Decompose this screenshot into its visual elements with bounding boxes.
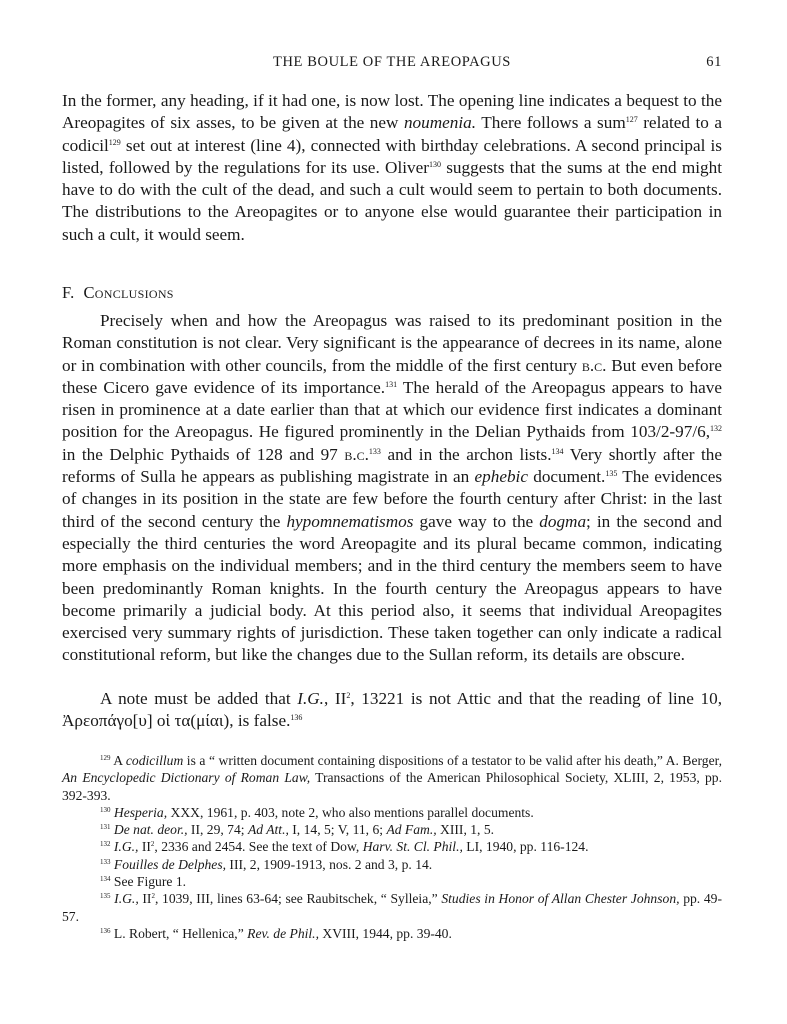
footnote-ref-133[interactable]: 133 — [368, 446, 381, 456]
footnote-ref-131[interactable]: 131 — [385, 379, 398, 389]
footnote-132: $^{132}$ I.G., $II^2$, 2336 and 2454. See the text of Dow, Harv. St. Cl. Phil., LI, 1940, pp. 116-124. — [100, 839, 589, 855]
paragraph-conclusions: Precisely when and how the Areopagus was raised to its predominant position in the Roman constitution is not clear. Very significant is the appearance of decrees in its name, alone or in combination with other councils, from the middle of the first century b.c. But even before these Cicero gave evidence of its importance.$^{131}$ The herald of the Areopagus appears to have risen in prominence at a date earlier than that at which our evidence first indicates a dominant position for the Areopagus. He figured prominently in the Delian Pythaids from 103/2-97/6,$^{132}$ in the Delphic Pythaids of 128 and 97 b.c.$^{133}$ and in the archon lists.$^{134}$ Very shortly after the reforms of Sulla he appears as publishing magistrate in an ephebic document.$^{135}$ The evidences of changes in its position in the state are few before the fourth century after Christ: in the last third of the second century the hypomnematismos gave way to the dogma; in the second and especially the third centuries the word Areopagite and its plural became common, indicating more emphasis on the individual members; and in the third century the members seem to have been predominantly Roman knights. In the fourth century the Areopagus appears to have become primarily a judicial body. At this period also, it seems that individual Areopagites exercised very summary rights of jurisdiction. These taken together can only indicate a radical constitutional reform, but like the changes due to the Sullan reform, its details are obscure. — [62, 311, 723, 665]
footnotes — [62, 752, 722, 942]
footnote-ref-135[interactable]: 135 — [605, 469, 618, 479]
section-heading: F. Conclusions — [62, 283, 174, 302]
footnote-131: $^{131}$ De nat. deor., II, 29, 74; Ad Att., I, 14, 5; V, 11, 6; Ad Fam., XIII, 1, 5. — [100, 822, 495, 838]
paragraph-intro: In the former, any heading, if it had one, is now lost. The opening line indicates a bequest to the Areopagites of six asses, to be given at the new noumenia. There follows a sum$^{127}$ related to a codicil$^{129}$ set out at interest (line 4), connected with birthday celebrations. A second principal is listed, followed by the regulations for its use. Oliver$^{130}$ suggests that the sums at the end might have to do with the cult of the dead, and such a cult would seem to pertain to both documents. The distributions to the Areopagites or to anyone else would guarantee their participation in such a cult, it would seem. — [62, 91, 722, 244]
paragraph-note: A note must be added that I.G., $II^2$, 13221 is not Attic and that the reading of line 10, Ἀρεοπάγο[υ] οἱ τα(μίαι), is false.$^{136}$ — [62, 689, 723, 731]
footnote-133: $^{133}$ Fouilles de Delphes, III, 2, 1909-1913, nos. 2 and 3, p. 14. — [100, 856, 433, 872]
footnote-ref-130[interactable]: 130 — [428, 159, 441, 169]
footnote-ref-134[interactable]: 134 — [551, 446, 564, 456]
footnote-136: $^{136}$ L. Robert, “ Hellenica,” Rev. de Phil., XVIII, 1944, pp. 39-40. — [100, 925, 452, 941]
footnote-134: $^{134}$ See Figure 1. — [100, 874, 187, 890]
running-header — [62, 54, 722, 74]
footnote-ref-136[interactable]: 136 — [290, 713, 303, 723]
greek-reading: Ἀρεοπάγο[υ] οἱ τα(μίαι) — [62, 711, 230, 731]
page-number: 61 — [706, 54, 722, 70]
footnote-ref-129[interactable]: 129 — [108, 137, 121, 147]
running-title: THE BOULE OF THE AREOPAGUS — [273, 54, 511, 70]
footnote-129: $^{129}$ A codicillum is a “ written document containing dispositions of a testator to be valid after his death,” A. Berger, An Encyclopedic Dictionary of Roman Law, Transactions of the American Philosophical Society, XLIII, 2, 1953, pp. 392-393. — [62, 753, 722, 803]
section-title: Conclusions — [83, 283, 174, 302]
footnote-135: $^{135}$ I.G., $II^2$, 1039, III, lines 63-64; see Raubitschek, “ Sylleia,” Studies in Honor of Allan Chester Johnson, pp. 49-57. — [62, 891, 722, 924]
footnote-130: $^{130}$ Hesperia, XXX, 1961, p. 403, note 2, who also mentions parallel documents. — [100, 804, 534, 820]
footnote-ref-127[interactable]: 127 — [625, 115, 638, 125]
footnote-ref-132[interactable]: 132 — [710, 424, 722, 434]
